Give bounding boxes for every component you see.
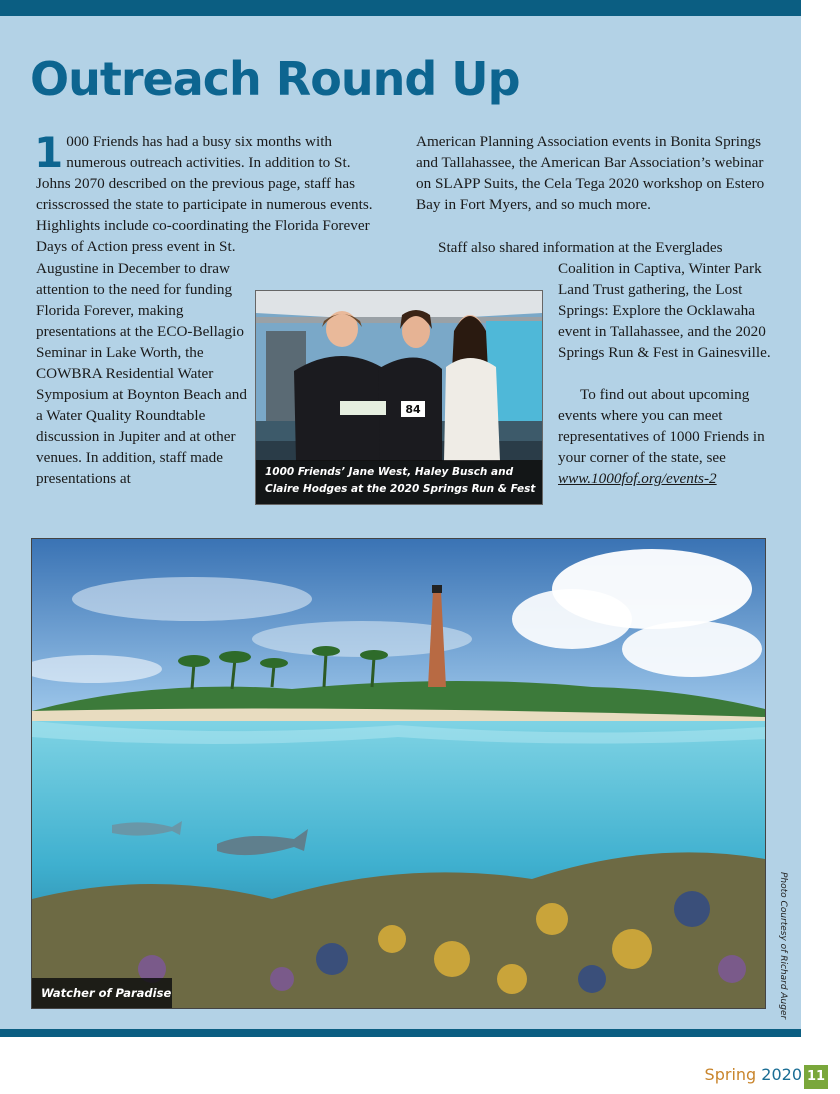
top-bar — [0, 0, 801, 16]
photo-credit: Photo Courtesy of Richard Auger — [778, 872, 788, 1020]
lighthouse-illustration — [32, 539, 765, 1008]
bottom-bar — [0, 1029, 801, 1037]
dropcap: 1 — [34, 128, 64, 177]
caption-line-2: Claire Hodges at the 2020 Springs Run & Fest — [265, 483, 536, 495]
caption-line-1: 1000 Friends’ Jane West, Haley Busch and — [265, 466, 514, 478]
col2-paragraph-1: American Planning Association events in Bonita Springs and Tallahassee, the American Bar Association’s webinar on SLAPP Suits, the Cela Tega 2020 workshop on Estero Bay in Fort Myers, and so much more. — [416, 133, 765, 213]
col2-paragraph-3-text: To find out about upcoming events where you can meet representatives of 1000 Friends in your corner of the state, see — [558, 386, 765, 466]
col1-paragraph-wide — [34, 128, 386, 257]
issue-label — [705, 1065, 802, 1084]
events-link[interactable]: www.1000fof.org/events-2 — [558, 470, 717, 487]
springs-fest-photo — [255, 290, 543, 505]
col1-paragraph-narrow: Augustine in December to draw attention to the need for funding Florida Forever, making presentations at the ECO-Bellagio Seminar in Lake Worth, the COWBRA Residential Water Symposium at Boynton Beach and a Water Quality Roundtable discussion in Jupiter and at other venues. In addition, staff made presentations at — [36, 260, 247, 487]
springs-fest-caption — [256, 460, 542, 504]
col2-paragraph-2-narrow: Coalition in Captiva, Winter Park Land Trust gathering, the Lost Springs: Explore the Ocklawaha event in Tallahassee, and the 2020 Springs Run & Fest in Gainesville. — [558, 260, 771, 361]
issue-year: 2020 — [761, 1065, 802, 1084]
lighthouse-photo — [31, 538, 766, 1009]
race-bib-number: 84 — [405, 403, 421, 416]
page-number: 11 — [804, 1065, 828, 1089]
col2-paragraph-2-lead: Staff also shared information at the Everglades — [438, 239, 723, 256]
issue-season: Spring — [704, 1065, 757, 1084]
col2-paragraph-3 — [558, 384, 772, 489]
page-title: Outreach Round Up — [30, 52, 520, 106]
lighthouse-caption: Watcher of Paradise — [32, 978, 172, 1008]
col1-wide-text: 000 Friends has had a busy six months with numerous outreach activities. In addition to St. Johns 2070 described on the previous page, staff has crisscrossed the state to participate in numerous events. Highlights include co-coordinating the Florida Forever Days of Action press event in St. — [36, 133, 373, 255]
